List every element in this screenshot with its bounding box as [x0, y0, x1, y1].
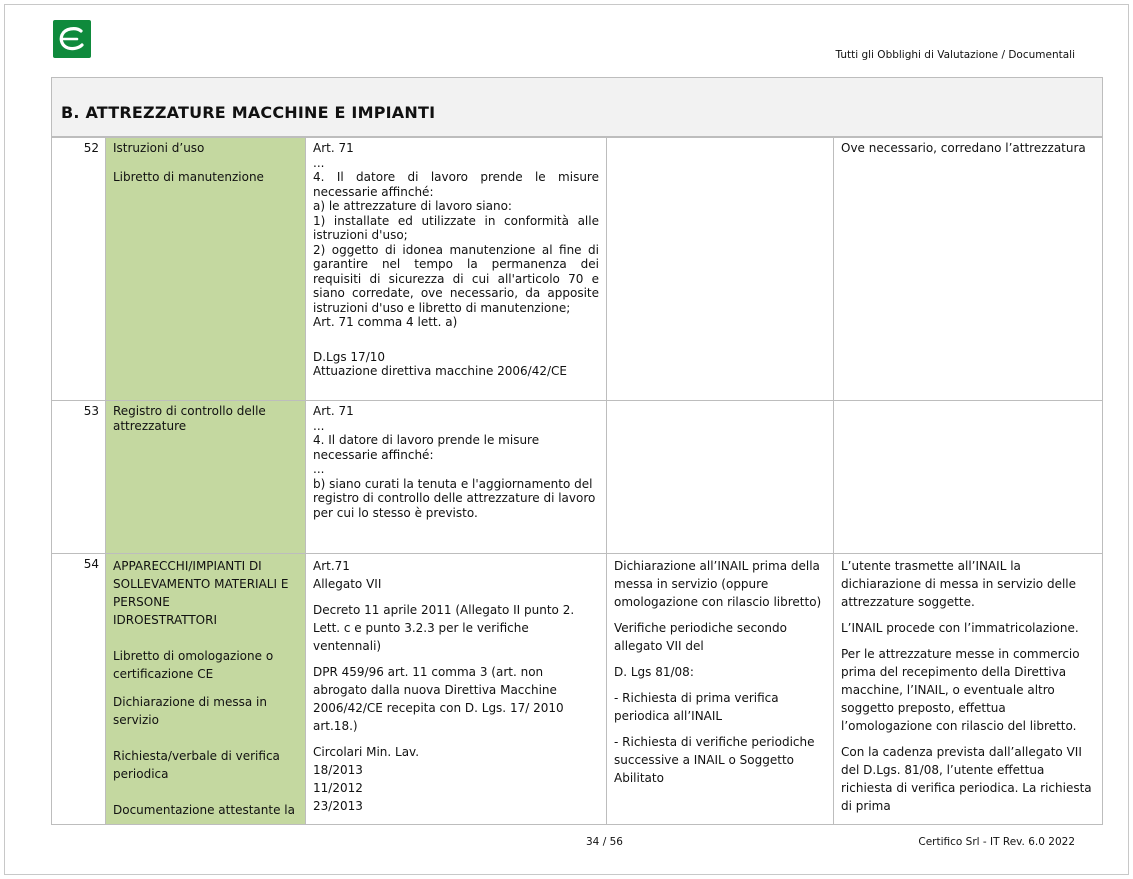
notes-text: Per le attrezzature messe in commercio prima del recepimento della Direttiva macchine, l’INAIL, o eventuale altro soggetto preposto, effettua l’omologazione con rilascio del libretto. [841, 647, 1080, 733]
notes-text: L’utente trasmette all’INAIL la dichiarazione di messa in servizio delle attrezzature soggette. [841, 559, 1077, 609]
obligation-cell [607, 554, 834, 826]
document-name-cell [106, 554, 306, 826]
table-row [52, 554, 1103, 826]
document-name: Richiesta/verbale di verifica periodica [113, 749, 280, 781]
legal-reference-text: Art. 71 ... 4. Il datore di lavoro prende le misure necessarie affinché: ... b) siano curati la tenuta e l'aggiornamento del registro di controllo delle attrezzature di lavoro per cui lo stesso è previsto. [313, 404, 596, 520]
obligation-text: - Richiesta di prima verifica periodica all’INAIL [614, 691, 779, 723]
legal-reference-cell [306, 138, 607, 401]
notes-cell [834, 401, 1103, 554]
obligation-text: D. Lgs 81/08: [614, 665, 694, 679]
footer-revision: Certifico Srl - IT Rev. 6.0 2022 [918, 836, 1075, 848]
company-logo [53, 20, 91, 58]
notes-cell [834, 138, 1103, 401]
legal-reference-text: Circolari Min. Lav. 18/2013 11/2012 23/2013 [313, 745, 420, 813]
legal-reference-text: DPR 459/96 art. 11 comma 3 (art. non abrogato dalla nuova Direttiva Macchine 2006/42/CE recepita con D. Lgs. 17/ 2010 art.18.) [313, 665, 564, 733]
legal-reference-cell [306, 401, 607, 554]
notes-text: L’INAIL procede con l’immatricolazione. [841, 621, 1079, 635]
legal-reference-cell [306, 554, 607, 826]
document-name-cell [106, 138, 306, 401]
page-number: 34 / 56 [586, 836, 623, 848]
obligation-cell [607, 401, 834, 554]
document-name: Dichiarazione di messa in servizio [113, 695, 267, 727]
row-number: 52 [52, 138, 106, 401]
table-row [52, 138, 1103, 401]
document-name: Documentazione attestante la [113, 803, 295, 817]
row-number: 53 [52, 401, 106, 554]
obligation-cell [607, 138, 834, 401]
notes-cell [834, 554, 1103, 826]
document-name-cell [106, 401, 306, 554]
legal-reference-text: Decreto 11 aprile 2011 (Allegato II punto 2. Lett. c e punto 3.2.3 per le verifiche ventennali) [313, 603, 575, 653]
legal-reference-text: Art.71 Allegato VII [313, 559, 382, 591]
obligation-text: Verifiche periodiche secondo allegato VII del [614, 621, 787, 653]
document-name: Libretto di omologazione o certificazione CE [113, 649, 274, 681]
row-number: 54 [52, 554, 106, 826]
document-name: Istruzioni d’uso [113, 141, 205, 155]
obligations-table [51, 137, 1103, 826]
logo-c-icon [53, 20, 91, 58]
obligation-text: - Richiesta di verifiche periodiche successive a INAIL o Soggetto Abilitato [614, 735, 815, 785]
header-document-title: Tutti gli Obblighi di Valutazione / Documentali [835, 49, 1075, 61]
document-name: Registro di controllo delle attrezzature [113, 404, 266, 433]
legal-reference-text: D.Lgs 17/10 Attuazione direttiva macchine 2006/42/CE [313, 349, 567, 378]
page-cut-mask [0, 825, 1133, 879]
legal-reference-text: Art. 71 ... 4. Il datore di lavoro prende le misure necessarie affinché: a) le attrezzature di lavoro siano: 1) installate ed utilizzate in conformità alle istruzioni d'uso; 2) oggetto di idonea manutenzione al fine di garantire nel tempo la permanenza dei requisiti di sicurezza di cui all'articolo 70 e siano corredate, ove necessario, da apposite istruzioni d'uso e libretto di manutenzione; Art. 71 comma 4 lett. a) [313, 141, 599, 329]
document-name: Libretto di manutenzione [113, 169, 264, 184]
section-header [51, 77, 1103, 137]
table-row [52, 401, 1103, 554]
notes-text: Ove necessario, corredano l’attrezzatura [841, 141, 1086, 155]
document-name: APPARECCHI/IMPIANTI DI SOLLEVAMENTO MATERIALI E PERSONE IDROESTRATTORI [113, 559, 289, 627]
notes-text: Con la cadenza prevista dall’allegato VII del D.Lgs. 81/08, l’utente effettua richiesta di verifica periodica. La richiesta di prima [841, 745, 1092, 813]
section-title: B. ATTREZZATURE MACCHINE E IMPIANTI [61, 103, 436, 122]
table-bottom-border [51, 824, 1103, 825]
obligation-text: Dichiarazione all’INAIL prima della messa in servizio (oppure omologazione con rilascio libretto) [614, 559, 822, 609]
